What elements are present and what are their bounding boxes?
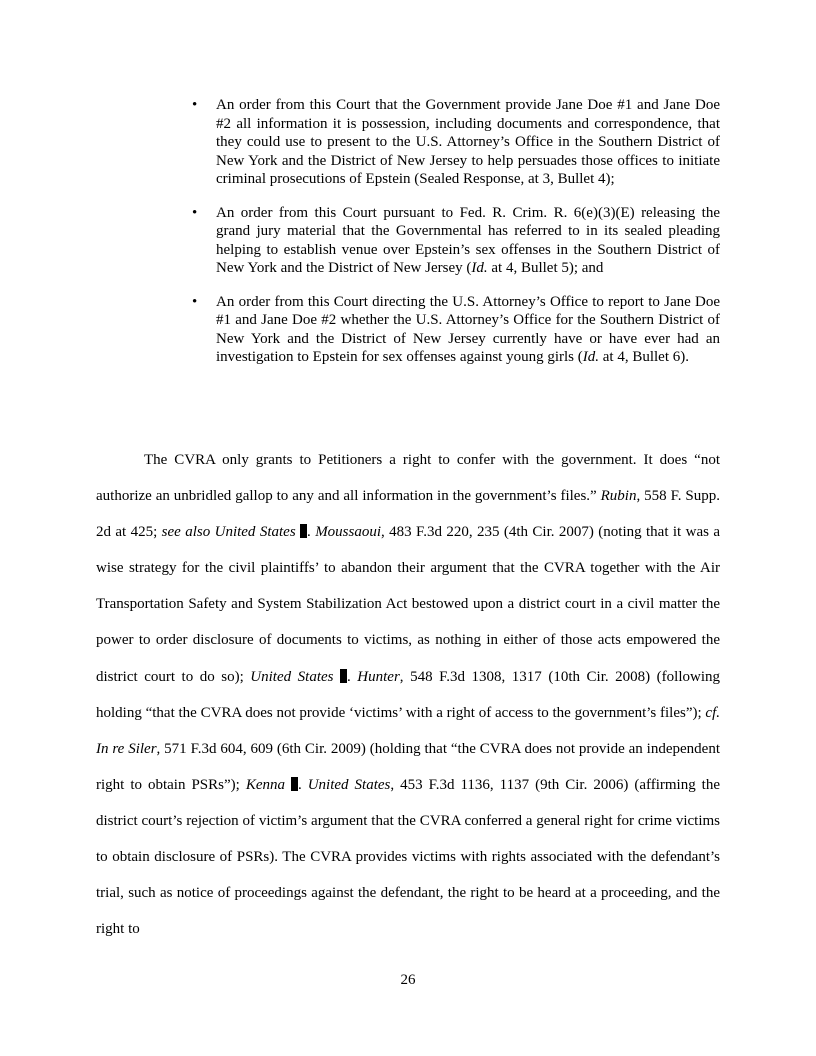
text-run: at 4, Bullet 5); and (487, 260, 604, 276)
bullet-mark: • (192, 204, 198, 221)
italic-text: Rubin (600, 488, 637, 505)
bullet-mark: • (192, 97, 198, 113)
italic-text: United States (307, 776, 391, 793)
text-run: , 483 F.3d 220, 235 (4th Cir. 2007) (noting that it was a wise strategy for the civil plaintiffs’ to abandon their argument that the CVRA together with the Air Transportation Safety and System Stabilization Act bestowed upon a district court in a civil matter the power to order disclosure of documents to victims, as nothing in either of those acts empowered the district court to do so); (96, 524, 720, 685)
text-run: at 4, Bullet 6). (599, 349, 689, 365)
bullet-item (192, 293, 720, 367)
bullet-item (192, 204, 720, 278)
text-run: An order from this Court pursuant to Fed. R. Crim. R. 6(e)(3)(E) releasing the grand jury material that the Governmental has referred to in its sealed pleading helping to establish venue over Epstein’s sex offenses in the Southern District of New York and the District of New Jersey ( (216, 204, 720, 276)
text-run: . (307, 524, 316, 541)
italic-text: Id. (471, 260, 488, 276)
text-run: . (297, 776, 308, 793)
text-run: , 548 F.3d 1308, 1317 (10th Cir. 2008) (following holding “that the CVRA does not provide ‘victims’ with a right of access to the government’s files”); (96, 668, 720, 721)
body-paragraph (96, 442, 720, 947)
redaction-mark (340, 669, 347, 683)
italic-text: Id. (582, 349, 599, 365)
italic-text: cf. In re Siler (96, 704, 720, 757)
italic-text: United States (250, 668, 341, 685)
bullet-list (192, 96, 720, 382)
text-run: , 558 F. Supp. 2d at 425; (96, 488, 720, 541)
redaction-mark (291, 777, 298, 791)
text-run: , 453 F.3d 1136, 1137 (9th Cir. 2006) (affirming the district court’s rejection of victim’s argument that the CVRA conferred a general right for crime victims to obtain disclosure of PSRs). The CVRA provides victims with rights associated with the defendant’s trial, such as notice of proceedings against the defendant, the right to be heard at a proceeding, and the right to (96, 776, 721, 938)
italic-text: Moussaoui (315, 524, 382, 541)
italic-text: see also United States (161, 524, 301, 541)
italic-text: Hunter (357, 668, 400, 685)
text-run: . (347, 668, 358, 685)
italic-text: Kenna (245, 776, 291, 793)
text-run: An order from this Court that the Government provide Jane Doe #1 and Jane Doe #2 all information it is possession, including documents and correspondence, that they could use to present to the U.S. Attorney’s Office in the Southern District of New York and the District of New Jersey to help persuades those offices to initiate criminal prosecutions of Epstein (Sealed Response, at 3, Bullet 4); (216, 97, 720, 187)
text-run: The CVRA only grants to Petitioners a right to confer with the government. It does “not authorize an unbridled gallop to any and all information in the government’s files.” (96, 452, 720, 505)
text-run: , 571 F.3d 604, 609 (6th Cir. 2009) (holding that “the CVRA does not provide an independent right to obtain PSRs”); (96, 740, 720, 793)
bullet-mark: • (192, 293, 198, 310)
redaction-mark (300, 524, 307, 538)
text-run: An order from this Court directing the U.S. Attorney’s Office to report to Jane Doe #1 and Jane Doe #2 whether the U.S. Attorney’s Office for the Southern District of New York and the District of New Jersey currently have or have ever had an investigation to Epstein for sex offenses against young girls ( (216, 293, 720, 365)
page-number: 26 (400, 972, 416, 988)
bullet-item (192, 96, 720, 189)
